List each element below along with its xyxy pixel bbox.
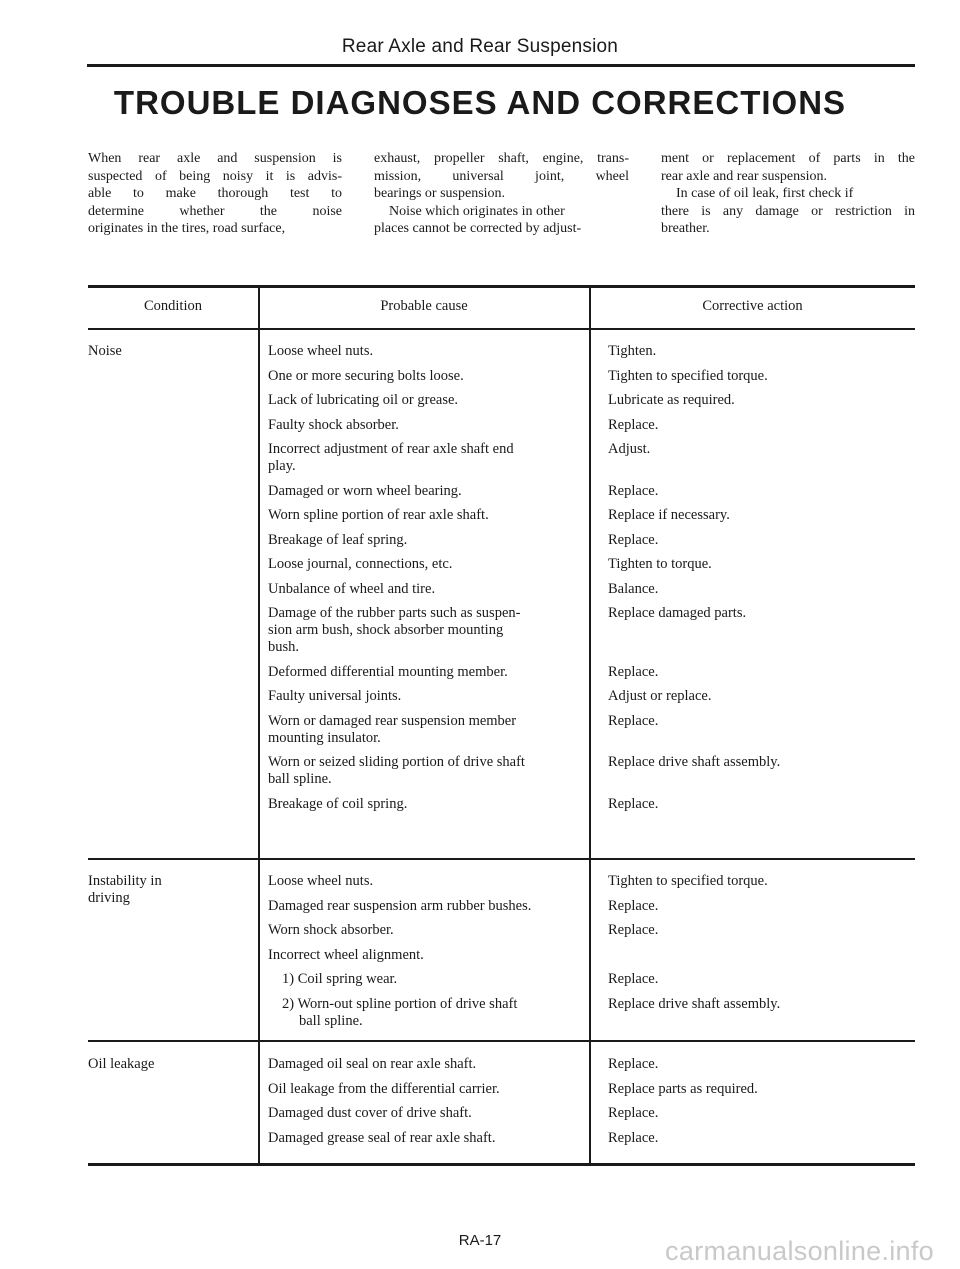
cause-line: 1) Coil spring wear. — [282, 971, 398, 987]
cause-line: Worn shock absorber. — [268, 922, 394, 938]
cause-entry — [268, 664, 508, 681]
cause-entry — [268, 392, 458, 409]
cause-entry — [268, 796, 407, 813]
cause-entry — [268, 483, 462, 500]
intro-line: exhaust, propeller shaft, engine, trans- — [374, 151, 629, 166]
cause-entry — [268, 368, 464, 385]
intro-line: places cannot be corrected by adjust- — [374, 221, 582, 236]
action-column-header: Corrective action — [702, 298, 803, 314]
intro-line: Noise which originates in other — [389, 203, 565, 219]
action-entry: Balance. — [608, 580, 659, 597]
cause-line: Damaged dust cover of drive shaft. — [268, 1105, 472, 1121]
condition-instability — [88, 873, 162, 907]
cause-line: Unbalance of wheel and tire. — [268, 580, 436, 597]
action-entry: Adjust or replace. — [608, 688, 712, 704]
cause-line: Faulty universal joints. — [268, 688, 402, 704]
action-entry: Tighten. — [608, 343, 657, 359]
intro-line: there is any damage or restriction in — [661, 203, 915, 219]
cause-line: bush. — [268, 639, 300, 655]
intro-line: mission, universal joint, wheel — [374, 168, 629, 184]
intro-column-2 — [374, 150, 629, 238]
cause-line: Worn or damaged rear suspension member — [268, 712, 517, 729]
section-header: Rear Axle and Rear Suspension — [341, 36, 619, 57]
cause-entry — [268, 898, 531, 915]
intro-line: able to make thorough test to — [88, 186, 342, 201]
table-header-rule — [88, 328, 915, 330]
cause-line: Incorrect adjustment of rear axle shaft end — [268, 441, 514, 457]
cause-entry — [268, 417, 399, 434]
cause-line: Loose wheel nuts. — [268, 873, 374, 889]
cause-line: One or more securing bolts loose. — [268, 367, 464, 384]
condition-label: driving — [88, 890, 130, 906]
cause-entry — [282, 996, 517, 1030]
intro-line: breather. — [661, 221, 710, 236]
intro-line: originates in the tires, road surface, — [88, 221, 286, 236]
cause-entry — [268, 605, 520, 656]
action-entry: Replace. — [608, 1056, 659, 1072]
cause-entry — [268, 1056, 476, 1073]
intro-line: determine whether the noise — [88, 203, 342, 219]
cause-entry — [282, 971, 397, 988]
intro-column-1 — [88, 150, 342, 238]
watermark: carmanualsonline.info — [665, 1236, 934, 1266]
cause-line: Loose journal, connections, etc. — [268, 556, 453, 572]
condition-label: Instability in — [88, 873, 162, 889]
table-top-rule — [88, 285, 915, 288]
cause-line: Oil leakage from the differential carrier. — [268, 1080, 500, 1097]
condition-oil-leakage — [88, 1056, 154, 1073]
cause-line: Damaged rear suspension arm rubber bushes. — [268, 897, 532, 914]
cause-entry — [268, 581, 435, 598]
condition-column-header: Condition — [143, 298, 202, 314]
cause-line: Damage of the rubber parts such as suspen- — [268, 605, 521, 621]
cause-line: Damaged grease seal of rear axle shaft. — [268, 1129, 496, 1146]
cause-line: Lack of lubricating oil or grease. — [268, 392, 459, 408]
intro-line: bearings or suspension. — [374, 186, 506, 201]
table-bottom-rule — [88, 1163, 915, 1166]
cause-entry — [268, 441, 514, 475]
action-entry: Replace. — [608, 897, 659, 914]
condition-label: Noise — [88, 343, 122, 359]
cause-entry — [268, 343, 373, 360]
action-entry: Adjust. — [608, 441, 651, 457]
cause-line: Worn spline portion of rear axle shaft. — [268, 507, 489, 523]
cause-line: mounting insulator. — [268, 729, 381, 746]
cause-line: 2) Worn-out spline portion of drive shaft — [282, 995, 518, 1012]
page-title: TROUBLE DIAGNOSES AND CORRECTIONS — [113, 84, 847, 121]
cause-line: Loose wheel nuts. — [268, 343, 374, 359]
cause-line: ball spline. — [299, 1012, 363, 1029]
action-entry: Replace. — [608, 712, 659, 729]
column-divider — [589, 286, 591, 1164]
action-entry: Replace parts as required. — [608, 1080, 758, 1097]
column-divider — [258, 286, 260, 1164]
action-entry: Replace. — [608, 416, 659, 433]
action-entry: Replace. — [608, 531, 659, 548]
cause-line: Breakage of leaf spring. — [268, 531, 408, 548]
action-entry: Lubricate as required. — [608, 392, 735, 408]
action-entry: Replace damaged parts. — [608, 605, 747, 621]
condition-noise — [88, 343, 122, 360]
intro-line: suspected of being noisy it is advis- — [88, 168, 342, 184]
cause-entry — [268, 754, 525, 788]
action-entry: Replace if necessary. — [608, 507, 730, 523]
cause-line: sion arm bush, shock absorber mounting — [268, 622, 504, 638]
action-entry: Tighten to specified torque. — [608, 367, 768, 384]
cause-entry — [268, 1105, 472, 1122]
action-entry: Replace. — [608, 922, 659, 938]
cause-line: Breakage of coil spring. — [268, 795, 408, 812]
condition-label: Oil leakage — [88, 1056, 155, 1072]
intro-column-3 — [661, 150, 915, 238]
cause-entry — [268, 688, 401, 705]
cause-entry — [268, 532, 407, 549]
action-entry: Replace drive shaft assembly. — [608, 754, 781, 770]
action-entry: Replace. — [608, 482, 659, 499]
table-group-rule — [88, 1040, 915, 1042]
intro-line: In case of oil leak, first check if — [676, 186, 854, 201]
cause-line: Deformed differential mounting member. — [268, 663, 508, 680]
cause-line: Faulty shock absorber. — [268, 416, 399, 433]
action-entry: Replace. — [608, 795, 659, 812]
intro-line: ment or replacement of parts in the — [661, 151, 915, 166]
cause-line: play. — [268, 458, 296, 474]
table-group-rule — [88, 858, 915, 860]
header-rule — [87, 64, 915, 67]
cause-line: Worn or seized sliding portion of drive shaft — [268, 754, 525, 770]
action-entry: Replace drive shaft assembly. — [608, 995, 781, 1012]
cause-column-header: Probable cause — [380, 298, 468, 314]
cause-entry — [268, 922, 394, 939]
cause-line: Incorrect wheel alignment. — [268, 946, 424, 963]
cause-line: Damaged or worn wheel bearing. — [268, 482, 462, 499]
intro-line: When rear axle and suspension is — [88, 151, 342, 166]
page-number: RA-17 — [458, 1232, 502, 1249]
action-entry: Replace. — [608, 1105, 659, 1121]
cause-entry — [268, 713, 516, 747]
cause-line: ball spline. — [268, 771, 332, 787]
action-entry: Replace. — [608, 1129, 659, 1146]
cause-entry — [268, 507, 489, 524]
intro-line: rear axle and rear suspension. — [661, 168, 827, 184]
cause-line: Damaged oil seal on rear axle shaft. — [268, 1056, 477, 1072]
action-entry: Replace. — [608, 971, 659, 987]
cause-entry — [268, 873, 373, 890]
action-entry: Tighten to specified torque. — [608, 873, 768, 889]
cause-entry — [268, 1081, 500, 1098]
cause-entry — [268, 947, 424, 964]
action-entry: Tighten to torque. — [608, 556, 712, 572]
cause-entry — [268, 556, 452, 573]
cause-entry — [268, 1130, 495, 1147]
action-entry: Replace. — [608, 663, 659, 680]
